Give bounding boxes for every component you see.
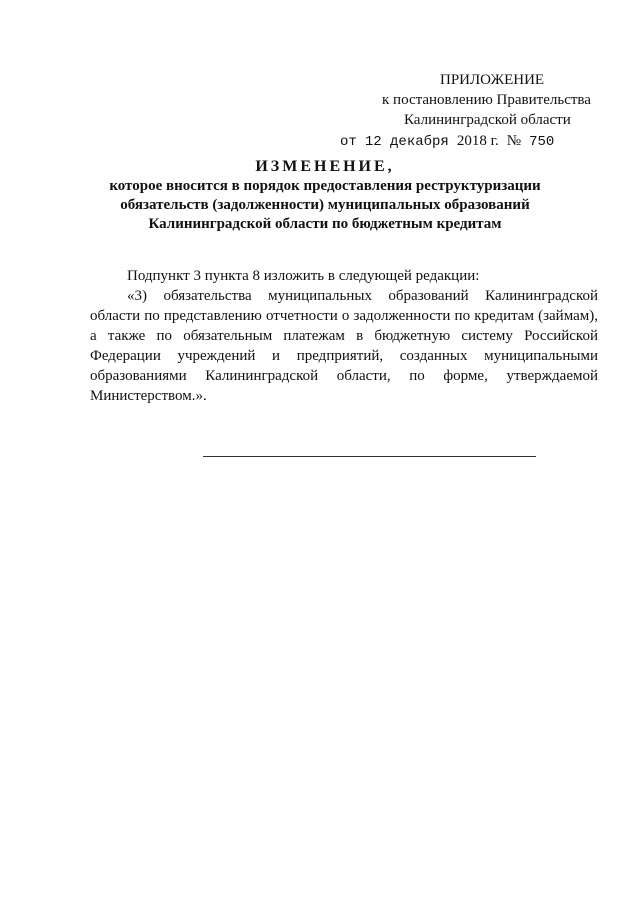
title-line-3: Калининградской области по бюджетным кредитам [148, 216, 502, 232]
appendix-label: ПРИЛОЖЕНИЕ [440, 72, 545, 88]
title-line-2: обязательств (задолженности) муниципальных образований [120, 197, 530, 213]
document-title [100, 157, 550, 234]
appendix-resolution-line: к постановлению Правительства [382, 92, 591, 108]
appendix-region-line: Калининградской области [404, 112, 571, 128]
appendix-header [330, 70, 610, 152]
date-prefix: от [340, 134, 357, 150]
body-paragraph-2: «3) обязательства муниципальных образований Калининградской области по представлению отчетности о задолженности по кредитам (займам), а также по обязательным платежам в бюджетную систему Российской Федерации учреждений и предприятий, созданных муниципальными образованиями Калининградской области, по форме, утверждаемой Министерством.». [90, 288, 598, 404]
appendix-date-line [330, 131, 610, 152]
separator-line [203, 456, 536, 457]
document-body [90, 266, 598, 406]
number-sign: № [506, 133, 522, 149]
date-value: 12 декабря [364, 134, 449, 150]
title-main: ИЗМЕНЕНИЕ, [255, 158, 395, 175]
date-year: 2018 г. [456, 133, 499, 149]
number-value: 750 [529, 134, 555, 150]
body-paragraph-1: Подпункт 3 пункта 8 изложить в следующей редакции: [127, 268, 480, 284]
title-line-1: которое вносится в порядок предоставления реструктуризации [109, 178, 541, 194]
